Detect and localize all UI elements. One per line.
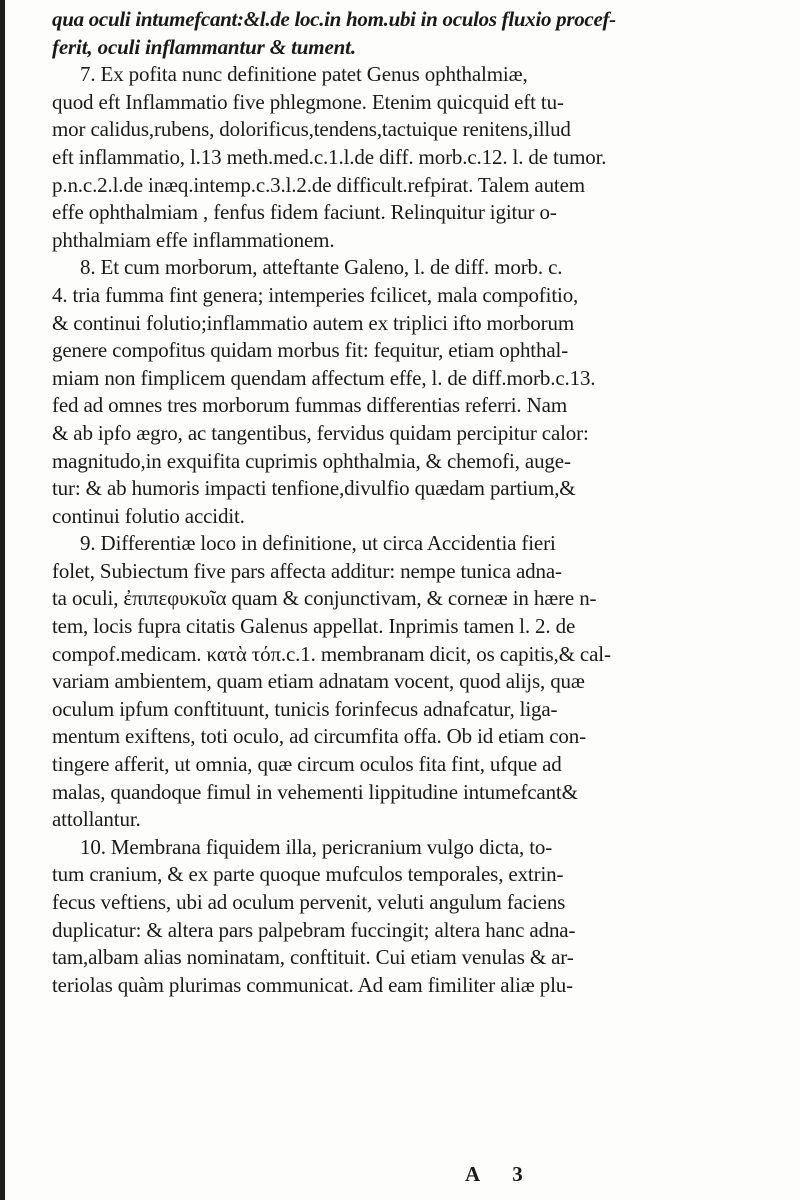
running-text-line: ferit, oculi inflammantur & tument. — [52, 34, 356, 59]
running-text-line: qua oculi intumefcant:&l.de loc.in hom.ubi in oculos fluxio procef- — [52, 7, 616, 31]
text-line: genere compofitus quidam morbus fit: fequitur, etiam ophthal- — [52, 338, 569, 363]
text-line: ta oculi, ἐπιπεφυκυῖα quam & conjunctivam, & corneæ in hære n- — [52, 586, 597, 611]
text-line: & ab ipfo ægro, ac tangentibus, fervidus quidam percipitur calor: — [52, 420, 589, 445]
text-line: & continui folutio;inflammatio autem ex triplici ifto morborum — [52, 310, 575, 335]
text-line: malas, quandoque fimul in vehementi lippitudine intumefcant& — [52, 779, 578, 804]
text-column — [40, 6, 768, 999]
text-line: tingere afferit, ut omnia, quæ circum oculos fita fint, ufque ad — [52, 752, 562, 777]
text-line: variam ambientem, quam etiam adnatam vocent, quod alijs, quæ — [52, 669, 585, 694]
paragraph-9-start: 9. Differentiæ loco in definitione, ut circa Accidentia fieri — [80, 531, 556, 556]
text-line: mor calidus,rubens, dolorificus,tendens,tactuique renitens,illud — [52, 117, 571, 142]
text-line: p.n.c.2.l.de inæq.intemp.c.3.l.2.de difficult.refpirat. Talem autem — [52, 172, 585, 197]
text-line: folet, Subiectum five pars affecta additur: nempe tunica adna- — [52, 558, 562, 583]
text-line: mentum exiftens, toti oculo, ad circumfita offa. Ob id etiam con- — [52, 724, 586, 749]
text-line: effe ophthalmiam , fenfus fidem faciunt. Relinquitur igitur o- — [52, 200, 557, 225]
text-line: oculum ipfum conftituunt, tunicis forinfecus adnafcatur, liga- — [52, 696, 558, 721]
text-line: fed ad omnes tres morborum fummas differentias referri. Nam — [52, 393, 568, 418]
text-line: continui folutio accidit. — [52, 503, 245, 528]
text-line: tem, locis fupra citatis Galenus appellat. Inprimis tamen l. 2. de — [52, 614, 576, 639]
catchword-signature: A 3 — [465, 1162, 537, 1186]
text-line: compof.medicam. κατὰ τόπ.c.1. membranam dicit, os capitis,& cal- — [52, 641, 611, 666]
paragraph-8-start: 8. Et cum morborum, atteftante Galeno, l. de diff. morb. c. — [80, 255, 563, 280]
text-line: fecus veftiens, ubi ad oculum pervenit, veluti angulum faciens — [52, 890, 566, 914]
text-line: teriolas quàm plurimas communicat. Ad eam fimiliter aliæ plu- — [52, 972, 573, 997]
text-line: duplicatur: & altera pars palpebram fuccingit; altera hanc adna- — [52, 917, 576, 942]
text-line: tur: & ab humoris impacti tenfione,divulfio quædam partium,& — [52, 476, 576, 501]
text-line: phthalmiam effe inflammationem. — [52, 227, 335, 252]
text-line: attollantur. — [52, 807, 141, 832]
text-line: eft inflammatio, l.13 meth.med.c.1.l.de diff. morb.c.12. l. de tumor. — [52, 144, 607, 169]
page-edge-shadow — [0, 0, 5, 1200]
text-line: magnitudo,in exquifita cuprimis ophthalmia, & chemofi, auge- — [52, 448, 571, 473]
text-line: tam,albam alias nominatam, conftituit. Cui etiam venulas & ar- — [52, 945, 574, 970]
paragraph-10-start: 10. Membrana fiquidem illa, pericranium vulgo dicta, to- — [80, 834, 553, 859]
text-line: miam non fimplicem quendam affectum effe, l. de diff.morb.c.13. — [52, 365, 596, 390]
paragraph-7-start: 7. Ex pofita nunc definitione patet Genus ophthalmiæ, — [80, 62, 528, 87]
text-line: quod eft Inflammatio five phlegmone. Etenim quicquid eft tu- — [52, 89, 564, 114]
text-line: tum cranium, & ex parte quoque mufculos temporales, extrin- — [52, 862, 564, 887]
text-line: 4. tria fumma fint genera; intemperies fcilicet, mala compofitio, — [52, 282, 579, 307]
